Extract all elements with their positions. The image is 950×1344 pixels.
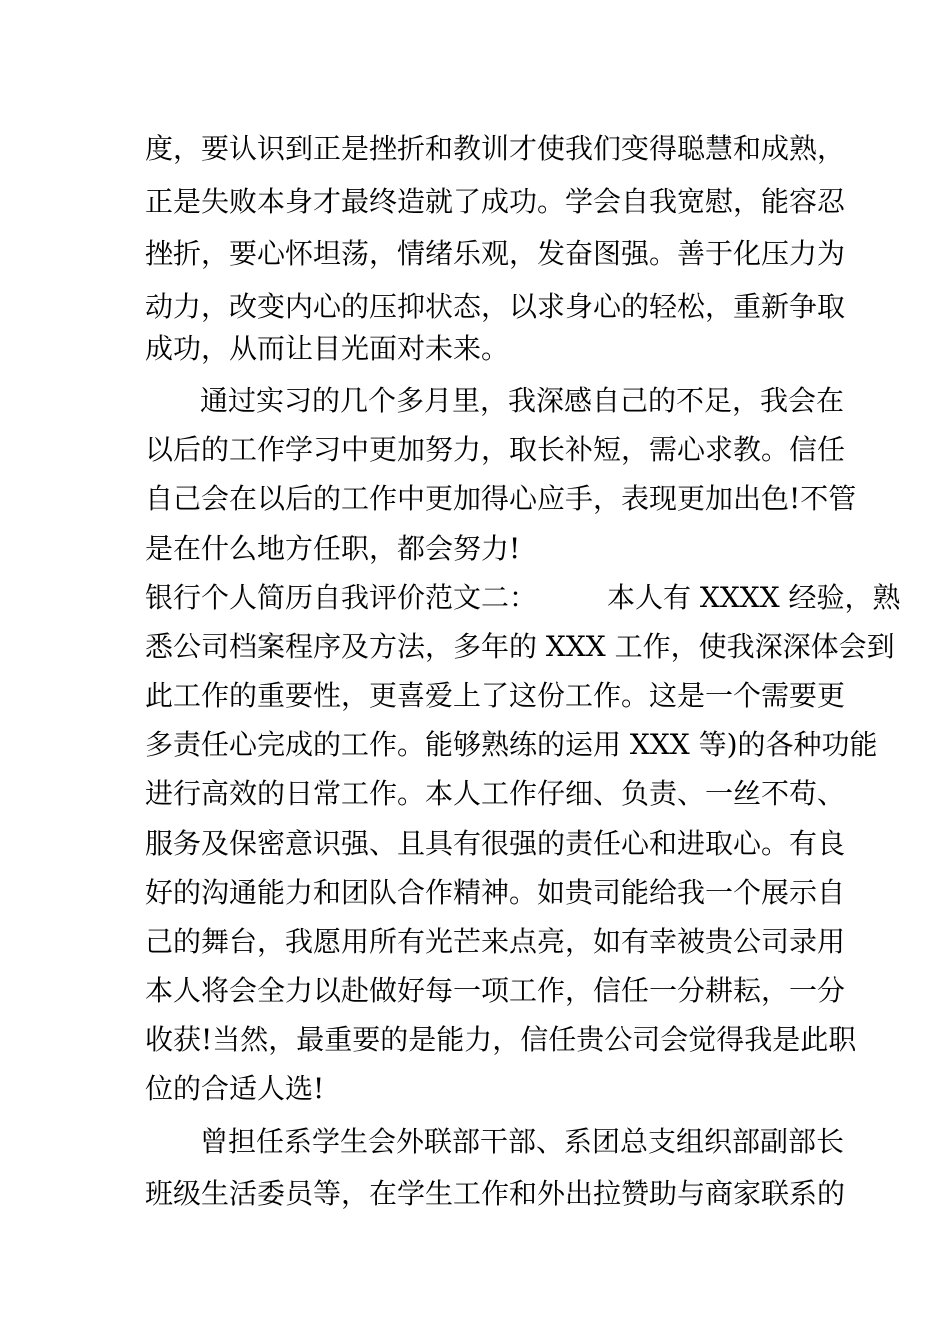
text-line: 服务及保密意识强、且具有很强的责任心和进取心。有良 [145, 827, 846, 860]
text-line: 正是失败本身才最终造就了成功。学会自我宽慰，能容忍 [145, 185, 846, 218]
paragraph-start-line: 通过实习的几个多月里，我深感自己的不足，我会在 [200, 384, 845, 417]
text-line: 悉公司档案程序及方法，多年的 XXX 工作，使我深深体会到 [145, 630, 895, 663]
text-line: 好的沟通能力和团队合作精神。如贵司能给我一个展示自 [145, 876, 846, 909]
text-line: 此工作的重要性，更喜爱上了这份工作。这是一个需要更 [145, 679, 846, 712]
text-line: 己的舞台，我愿用所有光芒来点亮，如有幸被贵公司录用 [145, 925, 846, 958]
text-line: 收获!当然，最重要的是能力，信任贵公司会觉得我是此职 [145, 1023, 857, 1056]
text-line: 是在什么地方任职，都会努力! [145, 532, 521, 565]
text-line: 成功，从而让目光面对未来。 [145, 332, 510, 365]
text-line: 多责任心完成的工作。能够熟练的运用 XXX 等)的各种功能 [145, 728, 878, 761]
text-line: 动力，改变内心的压抑状态，以求身心的轻松，重新争取 [145, 290, 846, 323]
paragraph-start-line: 曾担任系学生会外联部干部、系团总支组织部副部长 [200, 1125, 845, 1158]
text-line: 进行高效的日常工作。本人工作仔细、负责、一丝不苟、 [145, 777, 846, 810]
text-line: 度，要认识到正是挫折和教训才使我们变得聪慧和成熟， [145, 132, 846, 165]
text-line: 以后的工作学习中更加努力，取长补短，需心求教。信任 [145, 433, 846, 466]
text-line: 班级生活委员等，在学生工作和外出拉赞助与商家联系的 [145, 1177, 846, 1210]
text-line: 位的合适人选! [145, 1072, 325, 1105]
section-heading: 银行个人简历自我评价范文二： [145, 581, 538, 614]
text-line: 本人将会全力以赴做好每一项工作，信任一分耕耘，一分 [145, 974, 846, 1007]
text-line: 自己会在以后的工作中更加得心应手，表现更加出色!不管 [145, 482, 857, 515]
section-first-text: 本人有 XXXX 经验，熟 [607, 581, 901, 614]
text-line: 挫折，要心怀坦荡，情绪乐观，发奋图强。善于化压力为 [145, 237, 846, 270]
section-heading-line [145, 581, 901, 615]
